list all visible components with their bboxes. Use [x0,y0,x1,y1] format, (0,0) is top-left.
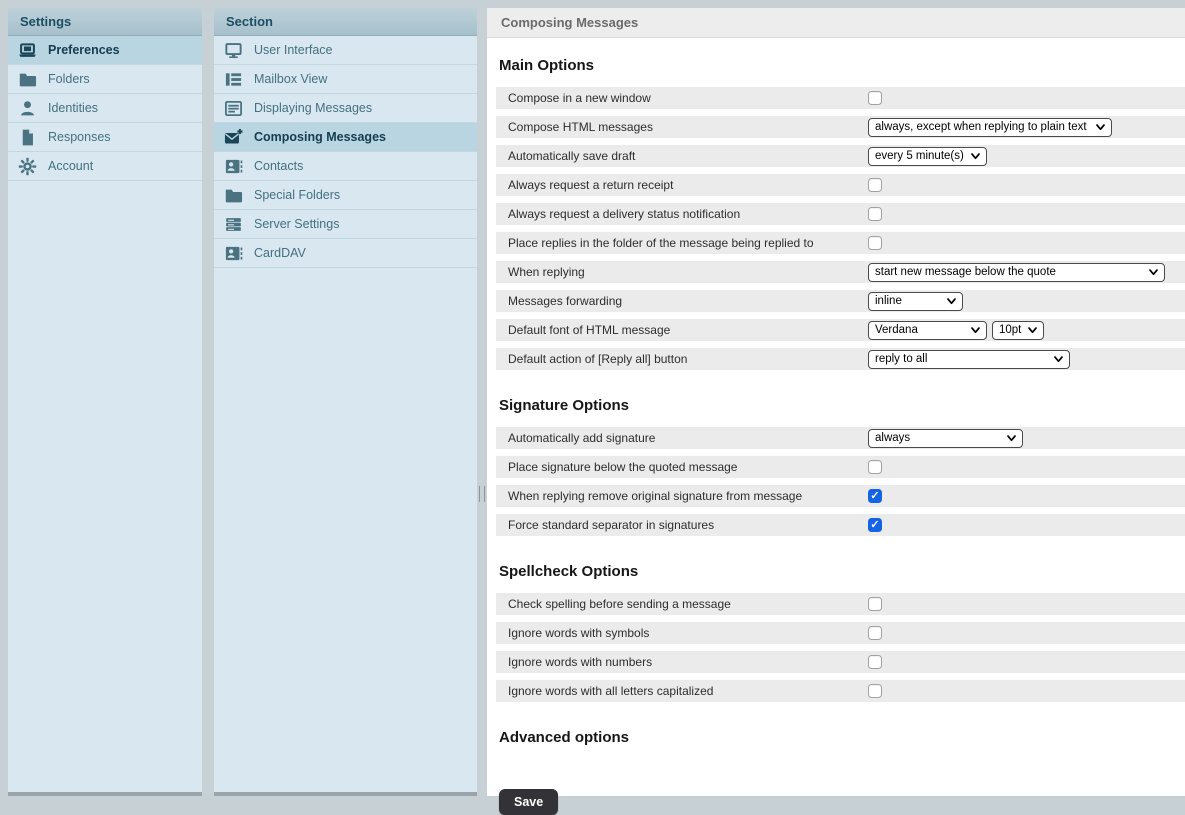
automatically-add-signature-select[interactable] [868,429,1023,448]
option-row [496,203,1185,225]
option-controls [868,518,882,532]
option-label: Automatically add signature [508,431,656,445]
option-row [496,232,1185,254]
page-title: Composing Messages [487,8,1185,38]
chevron-down-icon [1149,269,1158,276]
select-value: always, except when replying to plain text [875,121,1087,133]
sidebar-item-folders[interactable] [8,65,202,94]
option-controls [868,207,882,221]
sidebar-item-label: CardDAV [254,246,306,260]
default-font-of-html-message-select[interactable] [992,321,1044,340]
section-panel [214,8,477,796]
option-row [496,680,1185,702]
mailbox-list-icon [224,70,243,89]
options-container [487,38,1185,815]
ignore-words-with-all-letters-capitalized-checkbox[interactable] [868,684,882,698]
check-spelling-before-sending-a-message-checkbox[interactable] [868,597,882,611]
option-controls [868,236,882,250]
person-icon [18,99,37,118]
option-controls [868,263,1165,282]
sidebar-item-label: Identities [48,101,99,115]
chevron-down-icon [947,298,956,305]
sidebar-item-responses[interactable] [8,123,202,152]
option-controls [868,655,882,669]
option-label: Ignore words with all letters capitalized [508,684,714,698]
option-controls [868,350,1070,369]
settings-panel-list [8,36,202,792]
option-row [496,514,1185,536]
select-value: inline [875,295,902,307]
option-controls [868,684,882,698]
option-label: Always request a delivery status notification [508,207,741,221]
contact-card-icon [224,157,243,176]
option-row [496,319,1185,341]
option-controls [868,597,882,611]
option-controls [868,178,882,192]
option-label: Ignore words with numbers [508,655,653,669]
select-value: start new message below the quote [875,266,1056,278]
select-value: always [875,432,911,444]
column-splitter [477,8,487,796]
settings-panel [8,8,202,796]
main-content [487,8,1185,809]
sidebar-item-label: Special Folders [254,188,341,202]
folder-icon [224,186,243,205]
option-label: Automatically save draft [508,149,636,163]
compose-mail-icon [224,128,243,147]
sidebar-item-mailbox-view[interactable] [214,65,477,94]
option-label: Place signature below the quoted message [508,460,738,474]
option-label: Compose HTML messages [508,120,653,134]
always-request-a-return-receipt-checkbox[interactable] [868,178,882,192]
option-row [496,348,1185,370]
sidebar-item-label: Contacts [254,159,304,173]
ignore-words-with-symbols-checkbox[interactable] [868,626,882,640]
select-value: reply to all [875,353,928,365]
option-controls [868,429,1023,448]
compose-html-messages-select[interactable] [868,118,1112,137]
place-signature-below-the-quoted-message-checkbox[interactable] [868,460,882,474]
folder-icon [18,70,37,89]
laptop-icon [18,41,37,60]
sidebar-item-label: Folders [48,72,90,86]
sidebar-item-displaying-messages[interactable] [214,94,477,123]
option-row [496,87,1185,109]
option-label: When replying [508,265,585,279]
monitor-icon [224,41,243,60]
ignore-words-with-numbers-checkbox[interactable] [868,655,882,669]
chevron-down-icon [1054,356,1063,363]
when-replying-remove-original-signature-from-message-checkbox[interactable] [868,489,882,503]
section-heading-advanced-options: Advanced options [499,729,630,746]
default-action-of-reply-all-button-select[interactable] [868,350,1070,369]
sidebar-item-user-interface[interactable] [214,36,477,65]
save-button[interactable]: Save [499,789,558,815]
option-row [496,174,1185,196]
settings-panel-title: Settings [8,8,202,36]
sidebar-item-account[interactable] [8,152,202,181]
contact-card-icon [224,244,243,263]
section-heading-spellcheck-options: Spellcheck Options [499,563,639,580]
option-label: Default action of [Reply all] button [508,352,688,366]
option-label: Messages forwarding [508,294,623,308]
sidebar-item-label: Composing Messages [254,130,386,144]
section-panel-title: Section [214,8,477,36]
select-value: every 5 minute(s) [875,150,964,162]
splitter-drag-handle[interactable] [479,486,485,502]
message-lines-icon [224,99,243,118]
sidebar-item-label: Preferences [48,43,120,57]
section-heading-main-options: Main Options [499,57,594,74]
sidebar-item-label: Displaying Messages [254,101,373,115]
server-icon [224,215,243,234]
sidebar-item-carddav[interactable] [214,239,477,268]
section-panel-list [214,36,477,792]
chevron-down-icon [1007,435,1016,442]
sidebar-item-identities[interactable] [8,94,202,123]
option-label: When replying remove original signature from message [508,489,803,503]
force-standard-separator-in-signatures-checkbox[interactable] [868,518,882,532]
option-controls [868,91,882,105]
sidebar-item-label: Mailbox View [254,72,328,86]
option-label: Compose in a new window [508,91,651,105]
chevron-down-icon [971,327,980,334]
option-row [496,145,1185,167]
sidebar-item-server-settings[interactable] [214,210,477,239]
always-request-a-delivery-status-notification-checkbox[interactable] [868,207,882,221]
chevron-down-icon [1028,327,1037,334]
select-value: Verdana [875,324,918,336]
option-row [496,456,1185,478]
option-label: Force standard separator in signatures [508,518,715,532]
sidebar-item-special-folders[interactable] [214,181,477,210]
sidebar-item-contacts[interactable] [214,152,477,181]
option-row [496,427,1185,449]
option-controls [868,489,882,503]
document-icon [18,128,37,147]
option-row [496,651,1185,673]
option-controls [868,460,882,474]
option-label: Place replies in the folder of the message being replied to [508,236,814,250]
option-row [496,485,1185,507]
option-label: Check spelling before sending a message [508,597,731,611]
option-controls [868,321,1044,340]
select-value: 10pt [999,324,1022,336]
option-controls [868,626,882,640]
default-font-of-html-message-select[interactable] [868,321,987,340]
place-replies-in-the-folder-of-the-message-being-replied-to-checkbox[interactable] [868,236,882,250]
option-controls [868,147,987,166]
option-label: Default font of HTML message [508,323,671,337]
sidebar-item-preferences[interactable] [8,36,202,65]
sidebar-item-label: User Interface [254,43,333,57]
gear-icon [18,157,37,176]
option-controls [868,118,1112,137]
compose-in-a-new-window-checkbox[interactable] [868,91,882,105]
option-row [496,261,1185,283]
chevron-down-icon [971,153,980,160]
sidebar-item-composing-messages[interactable] [214,123,477,152]
chevron-down-icon [1096,124,1105,131]
section-heading-signature-options: Signature Options [499,397,630,414]
option-row [496,622,1185,644]
option-row [496,116,1185,138]
option-row [496,593,1185,615]
messages-forwarding-select[interactable] [868,292,963,311]
option-label: Always request a return receipt [508,178,674,192]
option-controls [868,292,963,311]
when-replying-select[interactable] [868,263,1165,282]
automatically-save-draft-select[interactable] [868,147,987,166]
option-row [496,290,1185,312]
sidebar-item-label: Account [48,159,94,173]
option-label: Ignore words with symbols [508,626,650,640]
sidebar-item-label: Responses [48,130,111,144]
sidebar-item-label: Server Settings [254,217,340,231]
